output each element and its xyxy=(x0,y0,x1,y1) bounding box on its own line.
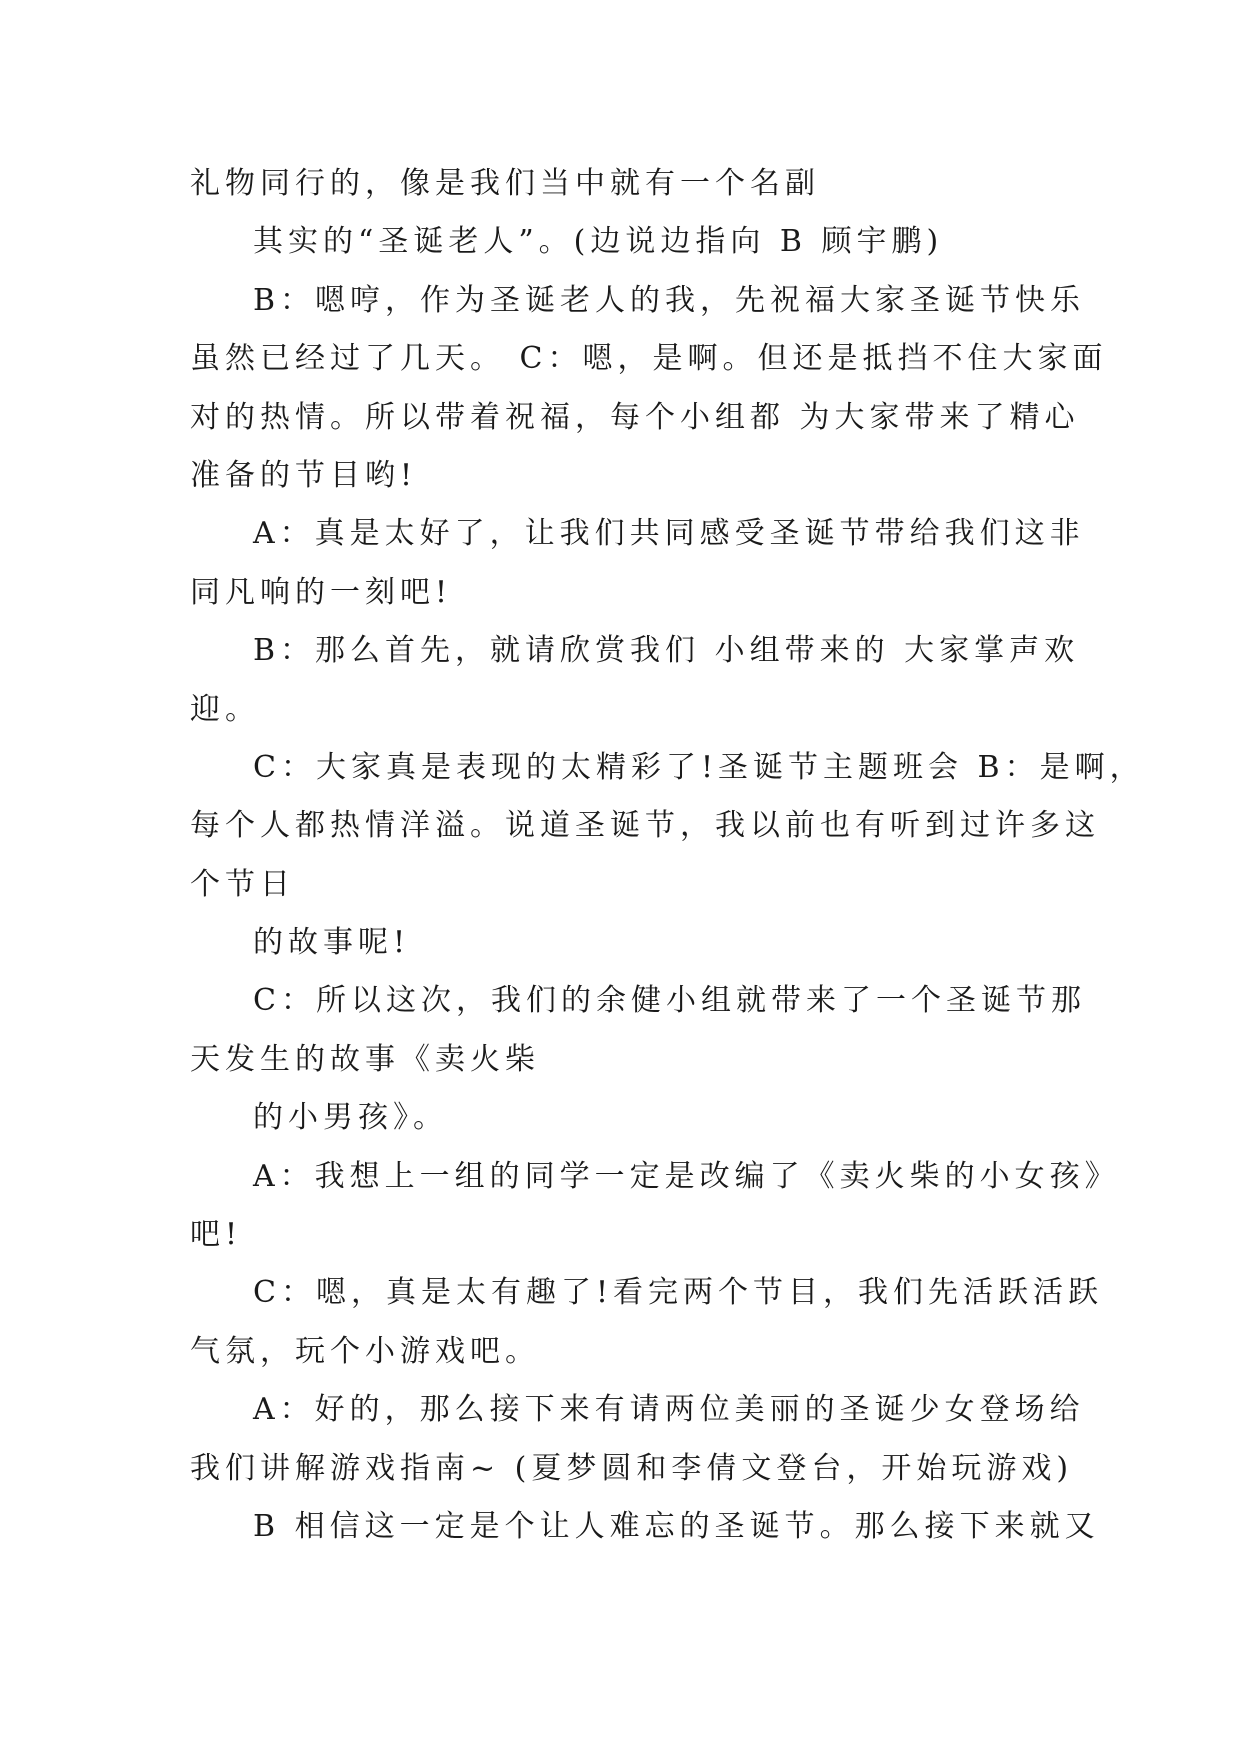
text-line: A：好的，那么接下来有请两位美丽的圣诞少女登场给 xyxy=(253,1392,1085,1428)
text-line: C：嗯，真是太有趣了!看完两个节目，我们先活跃活跃 xyxy=(253,1275,1104,1311)
text-line: 气氛，玩个小游戏吧。 xyxy=(190,1333,540,1369)
text-line: 每个人都热情洋溢。说道圣诞节，我以前也有听到过许多这 xyxy=(190,808,1100,844)
text-line: A：我想上一组的同学一定是改编了《卖火柴的小女孩》 xyxy=(253,1158,1120,1194)
text-line: 吧! xyxy=(190,1217,243,1253)
text-line: C：大家真是表现的太精彩了!圣诞节主题班会 B：是啊， xyxy=(253,749,1145,785)
text-line: B：嗯哼，作为圣诞老人的我，先祝福大家圣诞节快乐 xyxy=(253,282,1086,318)
text-line: 同凡响的一刻吧! xyxy=(190,574,453,610)
text-line: C：所以这次，我们的余健小组就带来了一个圣诞节那 xyxy=(253,983,1086,1019)
text-line: 我们讲解游戏指南~ (夏梦圆和李倩文登台，开始玩游戏) xyxy=(190,1450,1074,1486)
text-line: 个节日 xyxy=(190,866,295,902)
text-line: 迎。 xyxy=(190,691,260,727)
text-line: 其实的“圣诞老人”。(边说边指向 B 顾宇鹏) xyxy=(253,224,944,260)
document-body xyxy=(190,155,1145,1556)
text-line: B 相信这一定是个让人难忘的圣诞节。那么接下来就又 xyxy=(253,1508,1100,1544)
text-line: A：真是太好了，让我们共同感受圣诞节带给我们这非 xyxy=(253,516,1085,552)
text-line: 礼物同行的，像是我们当中就有一个名副 xyxy=(190,166,820,201)
text-line: 的故事呢! xyxy=(253,925,411,961)
text-line: 对的热情。所以带着祝福，每个小组都 为大家带来了精心 xyxy=(190,399,1080,435)
text-line: 的小男孩》。 xyxy=(253,1100,448,1136)
text-line: B：那么首先，就请欣赏我们 小组带来的 大家掌声欢 xyxy=(253,633,1080,669)
text-line: 虽然已经过了几天。 C：嗯，是啊。但还是抵挡不住大家面 xyxy=(190,341,1108,377)
text-line: 天发生的故事《卖火柴 xyxy=(190,1041,540,1077)
text-line: 准备的节目哟! xyxy=(190,457,418,493)
